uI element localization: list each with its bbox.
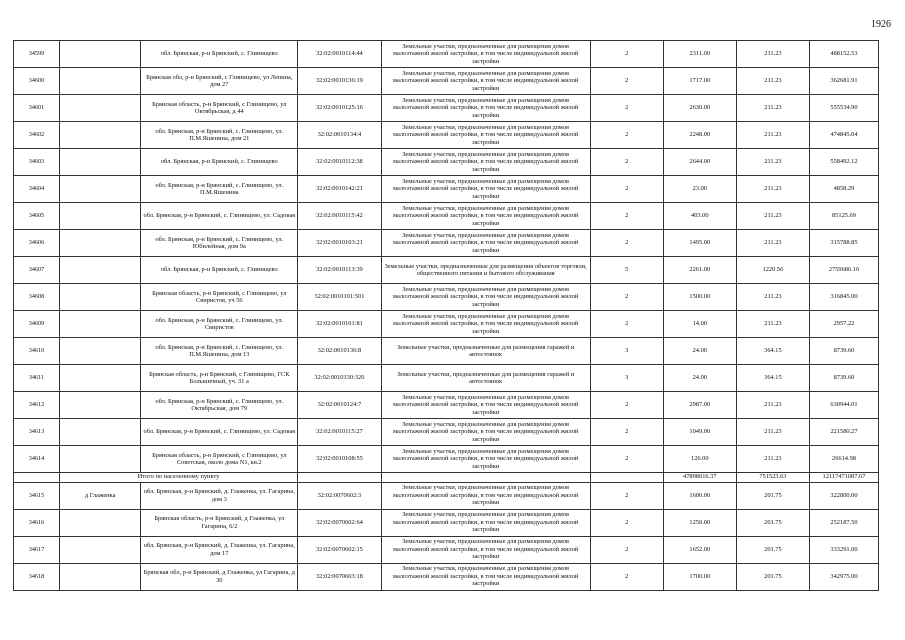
land-use-cell: Земельные участки, предназначенные для размещения домов малоэтажной жилой застройки, в том числе индивидуальной жилой застройки: [381, 392, 590, 419]
row-number: 34600: [14, 68, 60, 95]
use-category-cell: 2: [590, 536, 663, 563]
locality-cell: [59, 149, 140, 176]
address-cell: обл. Брянская, р-н Брянский, с. Глинищево, ул. П.М.Яшенина: [141, 176, 298, 203]
address-cell: Брянская область, р-н Брянский, д Глаженка, ул Гагарина, 6/2: [141, 509, 298, 536]
table-row: [14, 95, 879, 122]
address-cell: обл. Брянская, р-н Брянский, с. Глинищево: [141, 149, 298, 176]
cadastral-value-cell: 221580.27: [809, 419, 878, 446]
cadastral-value-cell: 85125.69: [809, 203, 878, 230]
locality-cell: [59, 419, 140, 446]
row-number: 34602: [14, 122, 60, 149]
cadastral-number-cell: 32:02:0010108:55: [298, 446, 382, 473]
table-row: [14, 419, 879, 446]
row-number: 34611: [14, 365, 60, 392]
total-area: 47898016.37: [663, 473, 736, 483]
locality-cell: [59, 95, 140, 122]
row-number: 34607: [14, 257, 60, 284]
address-cell: обл. Брянская, р-н Брянский, с. Глинищево, ул. Юбилейная, дом 9а: [141, 230, 298, 257]
area-cell: 1717.00: [663, 68, 736, 95]
cadastral-number-cell: 32:02:0010113:39: [298, 257, 382, 284]
table-row: [14, 482, 879, 509]
cadastral-value-cell: 316845.00: [809, 284, 878, 311]
cadastral-value-cell: 2759686.16: [809, 257, 878, 284]
cadastral-value-cell: 558492.12: [809, 149, 878, 176]
address-cell: Брянская обл, р-н Брянский, д Глаженка, ул Гагарина, д 30: [141, 563, 298, 590]
cadastral-number-cell: 32:02:0010114:44: [298, 41, 382, 68]
locality-cell: [59, 230, 140, 257]
area-cell: 1652.00: [663, 536, 736, 563]
specific-value-cell: 211.23: [736, 446, 809, 473]
empty-cell: [298, 473, 382, 483]
locality-cell: [59, 338, 140, 365]
use-category-cell: 3: [590, 365, 663, 392]
cadastral-value-cell: 315788.85: [809, 230, 878, 257]
locality-cell: [59, 311, 140, 338]
land-use-cell: Земельные участки, предназначенные для размещения домов малоэтажной жилой застройки, в том числе индивидуальной жилой застройки: [381, 95, 590, 122]
table-row: [14, 338, 879, 365]
total-rate: 751523.63: [736, 473, 809, 483]
cadastral-number-cell: 32:02:0010103:21: [298, 230, 382, 257]
address-cell: обл. Брянская, р-н Брянский, с. Глинищево, ул. Садовая: [141, 203, 298, 230]
row-number: 34610: [14, 338, 60, 365]
area-cell: 24.00: [663, 365, 736, 392]
address-cell: обл. Брянская, р-н Брянский, д. Глаженка, ул. Гагарина, дом 17: [141, 536, 298, 563]
cadastral-number-cell: 32:02:0070602:15: [298, 536, 382, 563]
cadastral-number-cell: 32:02:0070602:3: [298, 482, 382, 509]
specific-value-cell: 364.15: [736, 365, 809, 392]
use-category-cell: 2: [590, 509, 663, 536]
area-cell: 14.00: [663, 311, 736, 338]
use-category-cell: 2: [590, 284, 663, 311]
table-row: [14, 563, 879, 590]
table-row: [14, 176, 879, 203]
cadastral-number-cell: 32:02:0010136:19: [298, 68, 382, 95]
use-category-cell: 2: [590, 95, 663, 122]
row-number: 34601: [14, 95, 60, 122]
specific-value-cell: 201.75: [736, 482, 809, 509]
cadastral-number-cell: 32:02:0010115:27: [298, 419, 382, 446]
locality-cell: [59, 509, 140, 536]
area-cell: 23.00: [663, 176, 736, 203]
specific-value-cell: 211.23: [736, 149, 809, 176]
use-category-cell: 2: [590, 482, 663, 509]
area-cell: 24.00: [663, 338, 736, 365]
land-use-cell: Земельные участки, предназначенные для размещения домов малоэтажной жилой застройки, в том числе индивидуальной жилой застройки: [381, 446, 590, 473]
cadastral-number-cell: 32:02:0010125:16: [298, 95, 382, 122]
locality-cell: [59, 257, 140, 284]
row-number: 34615: [14, 482, 60, 509]
locality-cell: [59, 563, 140, 590]
specific-value-cell: 211.23: [736, 41, 809, 68]
cadastral-number-cell: 32:02:0010134:4: [298, 122, 382, 149]
table-row: [14, 203, 879, 230]
use-category-cell: 2: [590, 311, 663, 338]
land-use-cell: Земельные участки, предназначенные для размещения домов малоэтажной жилой застройки, в том числе индивидуальной жилой застройки: [381, 176, 590, 203]
area-cell: 1700.00: [663, 563, 736, 590]
land-use-cell: Земельные участки, предназначенные для размещения домов малоэтажной жилой застройки, в том числе индивидуальной жилой застройки: [381, 41, 590, 68]
table-body: [14, 41, 879, 591]
table-row: [14, 392, 879, 419]
use-category-cell: 2: [590, 149, 663, 176]
specific-value-cell: 211.23: [736, 95, 809, 122]
specific-value-cell: 211.23: [736, 392, 809, 419]
locality-cell: [59, 203, 140, 230]
specific-value-cell: 211.23: [736, 419, 809, 446]
land-use-cell: Земельные участки, предназначенные для размещения гаражей и автостоянок: [381, 338, 590, 365]
area-cell: 2630.00: [663, 95, 736, 122]
area-cell: 1500.00: [663, 284, 736, 311]
address-cell: Брянская область, р-н Брянский, с Глинищево, ГСК Большичный, уч. 31 а: [141, 365, 298, 392]
address-cell: обл. Брянская, р-н Брянский, с. Глинищево, ул. Октябрьская, дом 79: [141, 392, 298, 419]
row-number: 34616: [14, 509, 60, 536]
empty-cell: [381, 473, 590, 483]
cadastral-value-cell: 2957.22: [809, 311, 878, 338]
land-use-cell: Земельные участки, предназначенные для размещения домов малоэтажной жилой застройки, в том числе индивидуальной жилой застройки: [381, 149, 590, 176]
use-category-cell: 2: [590, 419, 663, 446]
use-category-cell: 2: [590, 176, 663, 203]
area-cell: 126.00: [663, 446, 736, 473]
cadastral-value-cell: 26614.98: [809, 446, 878, 473]
use-category-cell: 2: [590, 230, 663, 257]
table-row: [14, 122, 879, 149]
land-use-cell: Земельные участки, предназначенные для размещения домов малоэтажной жилой застройки, в том числе индивидуальной жилой застройки: [381, 482, 590, 509]
cadastral-number-cell: 32:02:0010124:7: [298, 392, 382, 419]
area-cell: 1495.00: [663, 230, 736, 257]
use-category-cell: 5: [590, 257, 663, 284]
row-number: 34604: [14, 176, 60, 203]
address-cell: Брянская область, р-н Брянский, с Глинищево, ул Советская, около дома N1, кв.2: [141, 446, 298, 473]
use-category-cell: 3: [590, 338, 663, 365]
address-cell: обл. Брянская, р-н Брянский, с. Глинищево: [141, 257, 298, 284]
land-use-cell: Земельные участки, предназначенные для размещения домов малоэтажной жилой застройки, в том числе индивидуальной жилой застройки: [381, 311, 590, 338]
land-use-cell: Земельные участки, предназначенные для размещения домов малоэтажной жилой застройки, в том числе индивидуальной жилой застройки: [381, 203, 590, 230]
cadastral-value-cell: 8739.60: [809, 338, 878, 365]
cadastral-value-cell: 362681.91: [809, 68, 878, 95]
address-cell: обл. Брянская, р-н Брянский, д. Глаженка, ул. Гагарина, дом 3: [141, 482, 298, 509]
cadastral-number-cell: 32:02:0010136:8: [298, 338, 382, 365]
area-cell: 2248.00: [663, 122, 736, 149]
table-row: [14, 68, 879, 95]
empty-cell: [590, 473, 663, 483]
table-row: [14, 509, 879, 536]
area-cell: 2261.00: [663, 257, 736, 284]
table-row: [14, 230, 879, 257]
address-cell: обл. Брянская, р-н Брянский, с. Глинищево: [141, 41, 298, 68]
cadastral-number-cell: 32:02:0010130:320: [298, 365, 382, 392]
cadastre-table: [13, 40, 879, 591]
table-row: [14, 284, 879, 311]
table-row: [14, 257, 879, 284]
locality-cell: [59, 392, 140, 419]
locality-cell: [59, 536, 140, 563]
row-number: 34613: [14, 419, 60, 446]
row-number: 34606: [14, 230, 60, 257]
land-use-cell: Земельные участки, предназначенные для размещения домов малоэтажной жилой застройки, в том числе индивидуальной жилой застройки: [381, 284, 590, 311]
cadastral-value-cell: 252187.50: [809, 509, 878, 536]
locality-cell: [59, 122, 140, 149]
locality-cell: д Глаженка: [59, 482, 140, 509]
total-row: [14, 473, 879, 483]
table-row: [14, 446, 879, 473]
specific-value-cell: 211.23: [736, 284, 809, 311]
empty-cell: [14, 473, 60, 483]
land-use-cell: Земельные участки, предназначенные для размещения гаражей и автостоянок: [381, 365, 590, 392]
land-use-cell: Земельные участки, предназначенные для размещения объектов торговли, общественного питания и бытового обслуживания: [381, 257, 590, 284]
cadastral-value-cell: 474845.04: [809, 122, 878, 149]
specific-value-cell: 211.23: [736, 122, 809, 149]
land-use-cell: Земельные участки, предназначенные для размещения домов малоэтажной жилой застройки, в том числе индивидуальной жилой застройки: [381, 122, 590, 149]
cadastral-value-cell: 630944.01: [809, 392, 878, 419]
total-label: Итого по населенному пункту: [59, 473, 297, 483]
land-use-cell: Земельные участки, предназначенные для размещения домов малоэтажной жилой застройки, в том числе индивидуальной жилой застройки: [381, 419, 590, 446]
address-cell: Брянская область, р-н Брянский, с Глинищево, ул Свиристов, уч 56: [141, 284, 298, 311]
table-row: [14, 365, 879, 392]
cadastral-number-cell: 32:02:0070602:64: [298, 509, 382, 536]
land-use-cell: Земельные участки, предназначенные для размещения домов малоэтажной жилой застройки, в том числе индивидуальной жилой застройки: [381, 536, 590, 563]
land-use-cell: Земельные участки, предназначенные для размещения домов малоэтажной жилой застройки, в том числе индивидуальной жилой застройки: [381, 230, 590, 257]
locality-cell: [59, 446, 140, 473]
row-number: 34614: [14, 446, 60, 473]
area-cell: 1600.00: [663, 482, 736, 509]
specific-value-cell: 211.23: [736, 230, 809, 257]
specific-value-cell: 201.75: [736, 563, 809, 590]
row-number: 34603: [14, 149, 60, 176]
row-number: 34609: [14, 311, 60, 338]
use-category-cell: 2: [590, 41, 663, 68]
row-number: 34612: [14, 392, 60, 419]
use-category-cell: 2: [590, 68, 663, 95]
address-cell: обл. Брянская, р-н Брянский, с. Глинищево, ул. Свиристов: [141, 311, 298, 338]
cadastral-number-cell: 32:02:0010112:38: [298, 149, 382, 176]
specific-value-cell: 1220.56: [736, 257, 809, 284]
cadastral-number-cell: 32:02:0010101:501: [298, 284, 382, 311]
area-cell: 2644.00: [663, 149, 736, 176]
specific-value-cell: 211.23: [736, 203, 809, 230]
address-cell: обл. Брянская, р-н Брянский, с. Глинищево, ул. П.М.Яшенина, дом 13: [141, 338, 298, 365]
cadastral-value-cell: 555534.90: [809, 95, 878, 122]
address-cell: Брянская обл, р-н Брянский, с Глинищево, ул Ленина, дом 27: [141, 68, 298, 95]
row-number: 34608: [14, 284, 60, 311]
land-use-cell: Земельные участки, предназначенные для размещения домов малоэтажной жилой застройки, в том числе индивидуальной жилой застройки: [381, 563, 590, 590]
row-number: 34599: [14, 41, 60, 68]
cadastral-number-cell: 32:02:0010142:21: [298, 176, 382, 203]
locality-cell: [59, 284, 140, 311]
land-use-cell: Земельные участки, предназначенные для размещения домов малоэтажной жилой застройки, в том числе индивидуальной жилой застройки: [381, 68, 590, 95]
page-number: 1926: [871, 19, 891, 30]
land-use-cell: Земельные участки, предназначенные для размещения домов малоэтажной жилой застройки, в том числе индивидуальной жилой застройки: [381, 509, 590, 536]
address-cell: Брянская область, р-н Брянский, с Глинищево, ул Октябрьская, д 44: [141, 95, 298, 122]
cadastral-value-cell: 333291.00: [809, 536, 878, 563]
table-row: [14, 311, 879, 338]
locality-cell: [59, 365, 140, 392]
row-number: 34618: [14, 563, 60, 590]
locality-cell: [59, 176, 140, 203]
address-cell: обл. Брянская, р-н Брянский, с. Глинищево, ул. П.М.Яшенина, дом 21: [141, 122, 298, 149]
cadastral-value-cell: 342975.00: [809, 563, 878, 590]
cadastral-value-cell: 8739.60: [809, 365, 878, 392]
specific-value-cell: 364.15: [736, 338, 809, 365]
use-category-cell: 2: [590, 563, 663, 590]
cadastral-number-cell: 32:02:0010101:81: [298, 311, 382, 338]
table-row: [14, 149, 879, 176]
area-cell: 1250.00: [663, 509, 736, 536]
specific-value-cell: 201.75: [736, 509, 809, 536]
cadastral-number-cell: 32:02:0070603:18: [298, 563, 382, 590]
area-cell: 403.00: [663, 203, 736, 230]
cadastral-value-cell: 488152.53: [809, 41, 878, 68]
cadastral-number-cell: 32:02:0010115:42: [298, 203, 382, 230]
cadastral-value-cell: 322800.00: [809, 482, 878, 509]
specific-value-cell: 201.75: [736, 536, 809, 563]
use-category-cell: 2: [590, 203, 663, 230]
locality-cell: [59, 41, 140, 68]
total-value: 12117471087.67: [809, 473, 878, 483]
use-category-cell: 2: [590, 122, 663, 149]
area-cell: 2311.00: [663, 41, 736, 68]
specific-value-cell: 211.23: [736, 311, 809, 338]
specific-value-cell: 211.23: [736, 176, 809, 203]
area-cell: 2987.00: [663, 392, 736, 419]
table-row: [14, 536, 879, 563]
area-cell: 1049.00: [663, 419, 736, 446]
use-category-cell: 2: [590, 446, 663, 473]
locality-cell: [59, 68, 140, 95]
use-category-cell: 2: [590, 392, 663, 419]
cadastral-value-cell: 4858.29: [809, 176, 878, 203]
specific-value-cell: 211.23: [736, 68, 809, 95]
row-number: 34617: [14, 536, 60, 563]
table-row: [14, 41, 879, 68]
row-number: 34605: [14, 203, 60, 230]
address-cell: обл. Брянская, р-н Брянский, с. Глинищево, ул. Садовая: [141, 419, 298, 446]
